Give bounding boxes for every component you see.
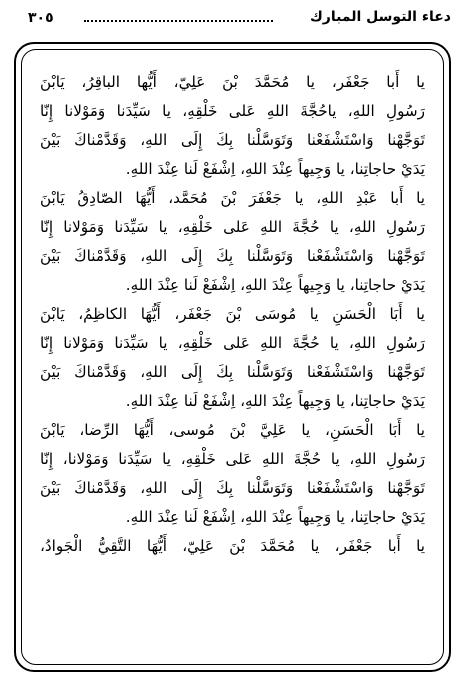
text-line: يا أَبَا الْحَسَنِ، يا عَلِيَّ بْنَ مُوسى، أَيُّهَا الرِّضا، يَابْنَ [40, 421, 425, 439]
text-line: رَسُولِ اللهِ، يا حُجَّةَ اللهِ عَلى خَلْقِهِ، يا سَيِّدَنا وَمَوْلانا إِنّا [40, 218, 425, 236]
page-header [14, 6, 451, 32]
text-line: يا أَبا جَعْفَر، يا مُحَمَّدَ بْنَ عَلِيّ، أَيُّهَا التَّقِيُّ الْجَوادُ، [40, 537, 425, 555]
dotted-leader [84, 16, 273, 22]
text-line: تَوَجَّهْنا وَاسْتَشْفَعْنا وَتَوَسَّلْنا بِكَ إِلَى اللهِ، وَقَدَّمْناكَ بَيْنَ [40, 363, 425, 381]
text-line: يَدَيْ حاجاتِنا، يا وَجِيهاً عِنْدَ اللهِ، اِشْفَعْ لَنا عِنْدَ اللهِ. [125, 276, 425, 294]
text-line: رَسُولِ اللهِ، ياحُجَّةَ اللهِ عَلى خَلْقِهِ، يا سَيِّدَنا وَمَوْلانا إِنّا [40, 102, 425, 120]
ornamental-frame [14, 42, 451, 672]
text-line: تَوَجَّهْنا وَاسْتَشْفَعْنا وَتَوَسَّلْنا بِكَ إِلَى اللهِ، وَقَدَّمْناكَ بَيْنَ [40, 479, 425, 497]
text-line: تَوَجَّهْنا وَاسْتَشْفَعْنا وَتَوَسَّلْنا بِكَ إِلَى اللهِ، وَقَدَّمْناكَ بَيْنَ [40, 247, 425, 265]
page-number: ٣٠٥ [28, 10, 54, 26]
text-line: يَدَيْ حاجاتِنا، يا وَجِيهاً عِنْدَ اللهِ، اِشْفَعْ لَنا عِنْدَ اللهِ. [125, 508, 425, 526]
text-line: يا أَبَا الْحَسَنِ يا مُوسَى بْنَ جَعْفَر، أَيُّهَا الكاظِمُ، يَابْنَ [40, 305, 425, 323]
text-line: تَوَجَّهْنا وَاسْتَشْفَعْنا وَتَوَسَّلْنا بِكَ إِلَى اللهِ، وَقَدَّمْناكَ بَيْنَ [40, 131, 425, 149]
text-line: يا أَبا عَبْدِ اللهِ، يا جَعْفَرَ بْنَ مُحَمَّد، أَيُّهَا الصّادِقُ يَابْنَ [40, 189, 425, 207]
text-line: رَسُولِ اللهِ، يا حُجَّةَ اللهِ عَلى خَلْقِهِ، يا سَيِّدَنا وَمَوْلانا، إِنّا [40, 450, 425, 468]
text-line: رَسُولِ اللهِ، يا حُجَّةَ اللهِ عَلى خَلْقِهِ، يا سَيِّدَنا وَمَوْلانا إِنّا [40, 334, 425, 352]
inner-frame-border [21, 49, 444, 665]
text-line: يَدَيْ حاجاتِنا، يا وَجِيهاً عِنْدَ اللهِ، اِشْفَعْ لَنا عِنْدَ اللهِ. [125, 160, 425, 178]
text-line: يا أَبا جَعْفَر، يا مُحَمَّدَ بْنَ عَلِيّ، أَيُّها الباقِرُ، يَابْنَ [40, 73, 425, 91]
running-title: دعاء التوسل المبارك [309, 9, 451, 25]
text-line: يَدَيْ حاجاتِنا، يا وَجِيهاً عِنْدَ اللهِ، اِشْفَعْ لَنا عِنْدَ اللهِ. [125, 392, 425, 410]
prayer-text [40, 68, 425, 561]
